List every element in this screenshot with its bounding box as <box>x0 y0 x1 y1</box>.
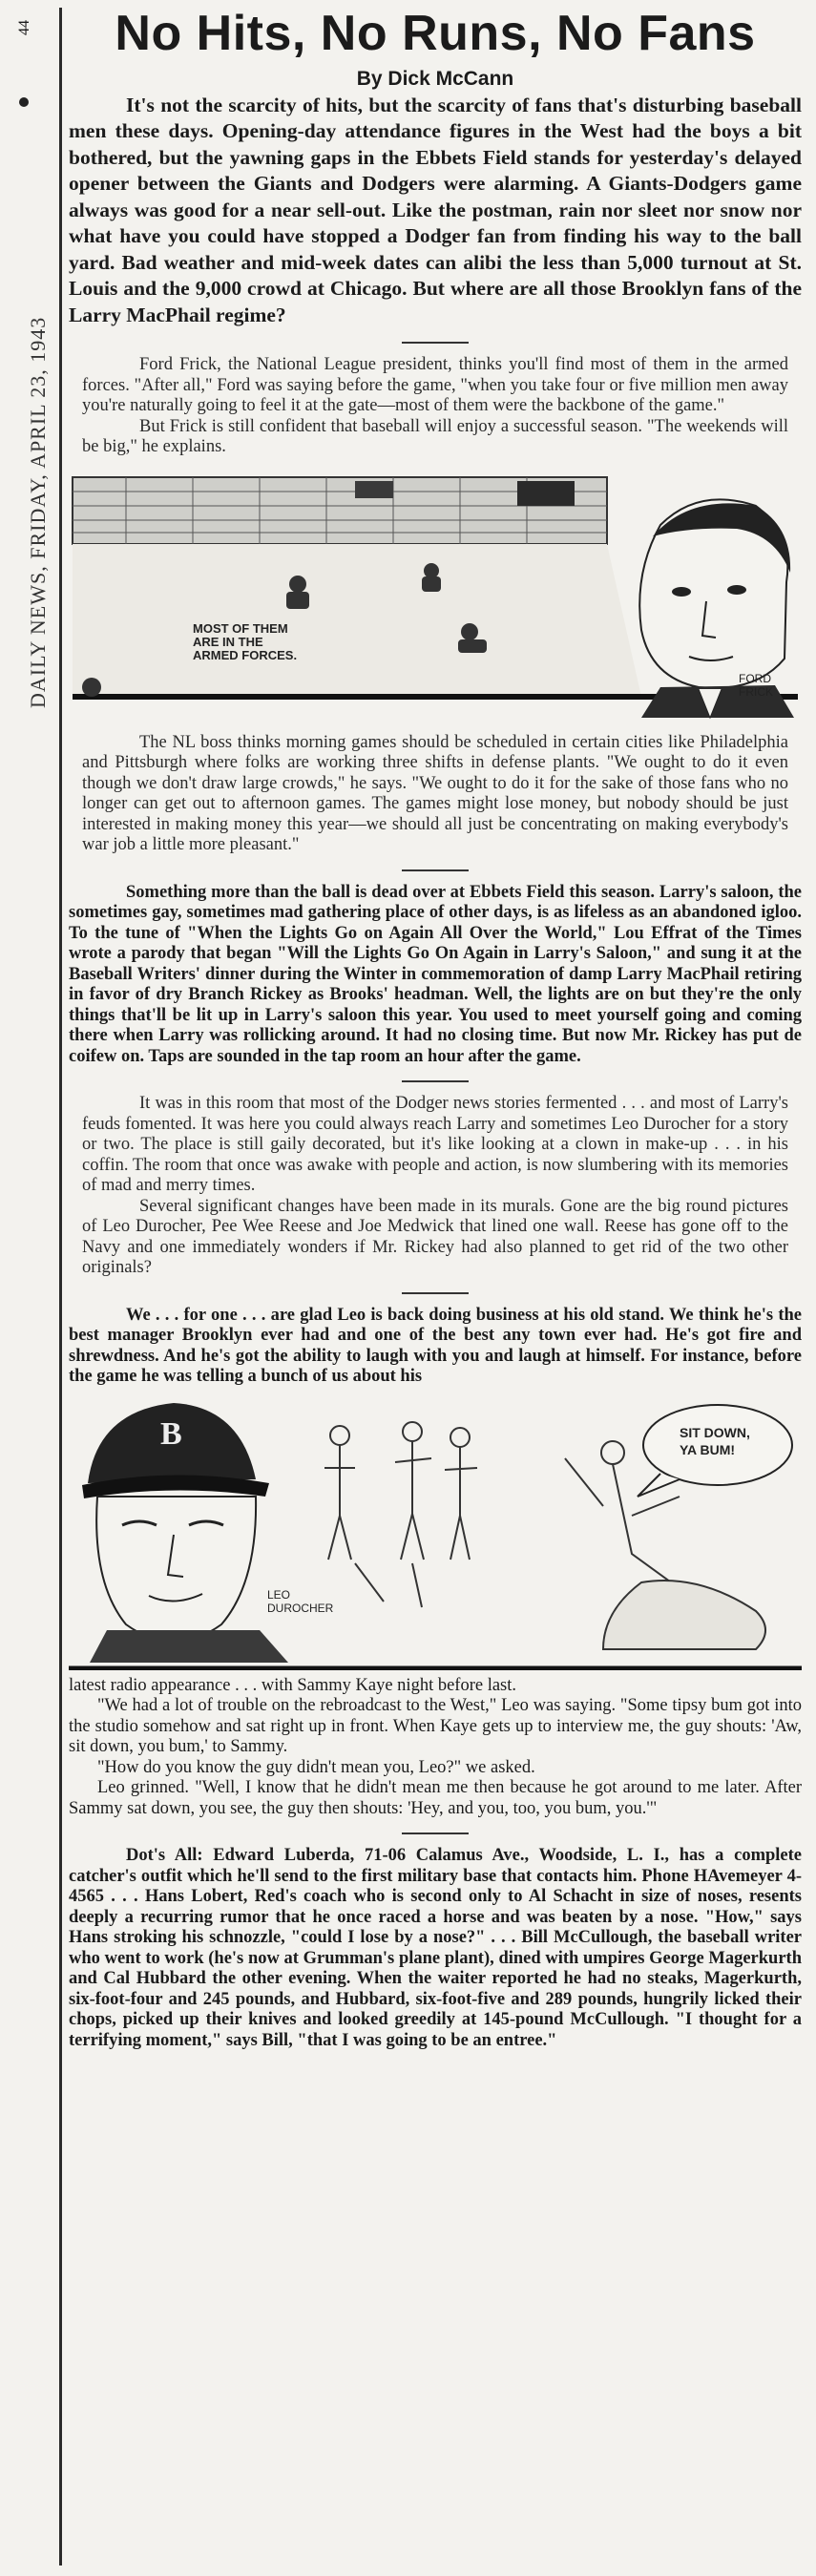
lead-paragraph: It's not the scarcity of hits, but the scarcity of fans that's disturbing baseball men these days. Opening-day attendance figures in the West had the boys a bit bothered, but the yawning gaps in the Ebbets Field stands for yesterday's delayed opener between the Giants and Dodgers were alarming. A Giants-Dodgers game always was good for a near sell-out. Like the postman, rain nor sleet nor snow nor what have you could have stopped a Dodger fan from finding his way to the ball yard. Bad weather and mid-week dates can alibi the less than 5,000 turnout at St. Louis and the 9,000 crowd at Chicago. But where are all those Brooklyn fans of the Larry MacPhail regime? <box>69 93 802 326</box>
cartoon-frick-signature: FORD FRICK <box>739 671 773 699</box>
paragraph-leo: We . . . for one . . . are glad Leo is back doing business at his old stand. We think he's the best manager Brooklyn ever had and one of the best any town ever had. He's got fire and shrewdness. And he's got the ability to laugh with you and laugh at himself. For instance, before the game he was telling a bunch of us about his <box>69 1305 802 1387</box>
headline: No Hits, No Runs, No Fans <box>115 6 756 61</box>
paragraph-nl-boss: The NL boss thinks morning games should be scheduled in certain cities like Philadelphia and Pittsburgh where folks are working three shifts in defense plants. "We ought to do it even though we don't draw large crowds," he says. "We ought to do it for the sake of those fans who no longer can get out to afternoon games. The games might lose money, but nobody should be just interested in making money this year—we should all just be concentrating on making everybody's war job a little more pleasant." <box>82 732 788 855</box>
speech-balloon-text: SIT DOWN, YA BUM! <box>680 1424 750 1457</box>
masthead-date: DAILY NEWS, FRIDAY, APRIL 23, 1943 <box>26 316 50 708</box>
paragraph-radio-1: latest radio appearance . . . with Sammy Kaye night before last. <box>69 1675 517 1695</box>
byline: By Dick McCann <box>356 67 514 90</box>
cartoon-frick-drawing <box>69 468 802 727</box>
paragraph-radio-2: "We had a lot of trouble on the rebroadcast to the West," Leo was saying. "Some tipsy bum got into the studio somehow and sat right up in front. When Kaye gets up to interview me, the guy shouts: 'Aw, sit down, you bum,' to Sammy. <box>69 1696 802 1757</box>
section-divider <box>402 342 469 344</box>
paragraph-ebbets: Something more than the ball is dead over at Ebbets Field this season. Larry's saloon, the sometimes gay, sometimes mad gathering place of other days, is as lifeless as an abandoned igloo. To the tune of "When the Lights Go on Again All Over the World," Lou Effrat of the Times wrote a parody that began "Will the Lights Go On Again in Larry's Saloon," and sung it at the Baseball Writers' dinner during the Winter in commemoration of damp Larry MacPhail retiring in favor of dry Branch Rickey as Brooks' headman. Well, the lights are on but they're the only things that'll be lit up in Larry's saloon this year. You used to meet yourself going and coming there when Larry was rollicking around. It had no closing time. But now Mr. Rickey has put de coifew on. Taps are sounded in the tap room an hour after the game. <box>69 882 802 1066</box>
paragraph-room-2: Several significant changes have been made in its murals. Gone are the big round pictures of Leo Durocher, Pee Wee Reese and Joe Medwick that lined one wall. Reese has gone off to the Navy and one immediately wonders if Mr. Rickey had also planned to get rid of the two other originals? <box>82 1196 788 1278</box>
bullet-dot <box>19 97 29 107</box>
paragraph-frick-2: But Frick is still confident that baseball will enjoy a successful season. "The weekends will be big," he explains. <box>82 416 788 457</box>
paragraph-radio-3: "How do you know the guy didn't mean you, Leo?" we asked. <box>97 1757 535 1777</box>
cartoon-frick-caption: MOST OF THEM ARE IN THE ARMED FORCES. <box>193 620 298 662</box>
cap-letter: B <box>160 1415 182 1452</box>
cartoon-durocher-signature: LEO DUROCHER <box>267 1587 334 1615</box>
paragraph-radio-4: Leo grinned. "Well, I know that he didn't mean me then because he got around to me later. After Sammy sat down, you see, the guy then shouts: 'Hey, and you, too, you bum, you.'" <box>69 1778 802 1818</box>
paragraph-dots-all: Dot's All: Edward Luberda, 71-06 Calamus Ave., Woodside, L. I., has a complete catcher's outfit which he'll send to the first military base that contacts him. Phone HAvemeyer 4-4565 . . . Hans Lobert, Red's coach who is second only to Al Schacht in size of noses, resents deeply a recurring rumor that he once raced a horse and was beaten by a nose. "How," says Hans stroking his schnozzle, "could I lose by a nose?" . . . Bill McCullough, the baseball writer who went to work (he's now at Grumman's plane plant), dined with umpires George Magerkurth and Cal Hubbard the other evening. When the waiter reported he had no steaks, Magerkurth, six-foot-four and 245 pounds, and Hubbard, six-foot-five and 289 pounds, hungrily licked their chops, picked up their knives and looked greedily at 145-pound McCullough. "I thought for a terrifying moment," says Bill, "that I was going to be an entree." <box>69 1846 802 2050</box>
section-divider <box>402 1292 469 1294</box>
cartoon-durocher <box>69 1392 802 1670</box>
paragraph-frick-1: Ford Frick, the National League president, thinks you'll find most of them in the armed forces. "After all," Ford was saying before the game, "when you take four or five million men away you're naturally going to feel it at the gate—most of them were the backbone of the game." <box>82 355 788 416</box>
cartoon-frick <box>69 468 802 727</box>
article <box>69 4 802 2051</box>
page-number: 44 <box>16 20 32 35</box>
column-rule <box>59 8 62 2566</box>
section-divider <box>402 869 469 871</box>
section-divider <box>402 1080 469 1082</box>
section-divider <box>402 1833 469 1834</box>
paragraph-room-1: It was in this room that most of the Dodger news stories fermented . . . and most of Larry's feuds fomented. It was here you could always reach Larry and sometimes Leo Durocher for a story or two. The place is still gaily decorated, but it's like looking at a clown in make-up . . . in his coffin. The room that once was awake with people and action, is now slumbering with its memories of mad and merry times. <box>82 1094 788 1196</box>
masthead-strip <box>8 21 50 708</box>
